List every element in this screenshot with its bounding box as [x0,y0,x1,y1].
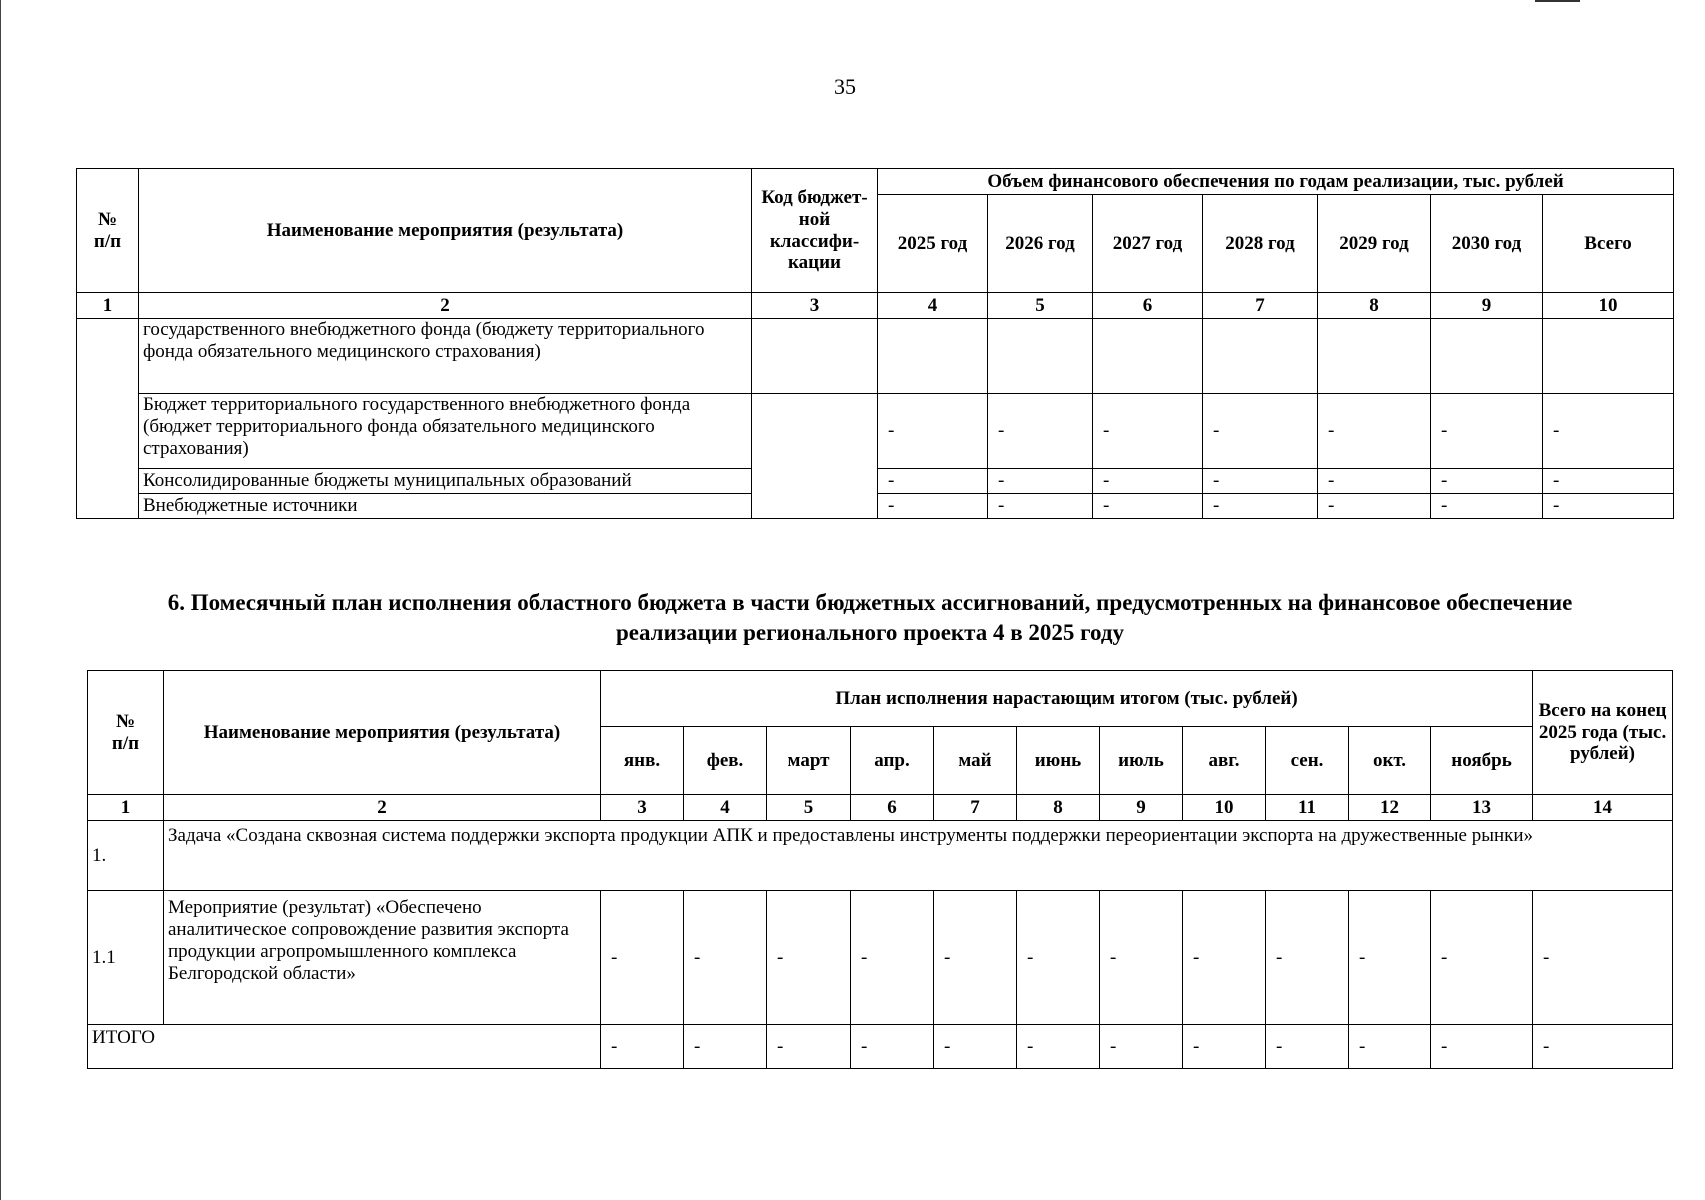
monthly-plan-table [87,670,1673,1069]
month-header: май [934,727,1017,795]
value-cell: - [1431,394,1543,469]
column-number: 13 [1431,795,1533,821]
column-number: 3 [601,795,684,821]
value-cell: - [988,469,1093,494]
column-number: 3 [752,293,878,319]
column-number: 7 [934,795,1017,821]
month-header: фев. [684,727,767,795]
year-header: 2029 год [1318,195,1431,293]
value-cell: - [1318,494,1431,519]
value-cell: - [878,469,988,494]
value-cell: - [1349,891,1431,1025]
scan-mark [1535,0,1580,2]
column-number: 8 [1017,795,1100,821]
column-number: 2 [139,293,752,319]
year-header: 2026 год [988,195,1093,293]
heading-line-2: реализации регионального проекта 4 в 2025 году [615,619,1125,645]
column-number: 12 [1349,795,1431,821]
scan-edge [0,0,1,1200]
header-volume: Объем финансового обеспечения по годам реализации, тыс. рублей [878,169,1674,195]
header-plan: План исполнения нарастающим итогом (тыс. рублей) [601,671,1533,727]
column-number: 9 [1431,293,1543,319]
column-number: 7 [1203,293,1318,319]
column-number: 5 [988,293,1093,319]
year-header: 2028 год [1203,195,1318,293]
column-number: 6 [1093,293,1203,319]
task-num: 1. [88,821,164,891]
value-cell: - [988,494,1093,519]
value-cell: - [878,394,988,469]
column-number: 14 [1533,795,1673,821]
num-cell [77,319,139,519]
month-header: апр. [851,727,934,795]
month-header: июнь [1017,727,1100,795]
table-row [77,394,1674,469]
total-label: ИТОГО [88,1025,601,1069]
value-cell: - [1533,1025,1673,1069]
value-cell: - [767,891,851,1025]
year-header: Всего [1543,195,1674,293]
header-name: Наименование мероприятия (результата) [164,671,601,795]
value-cell: - [601,1025,684,1069]
value-cell: - [1203,394,1318,469]
value-cell: - [1543,394,1674,469]
column-number: 9 [1100,795,1183,821]
activity-text: Мероприятие (результат) «Обеспечено аналитическое сопровождение развития экспорта продукции агропромышленного комплекса Белгородской области» [164,891,601,1025]
month-header: авг. [1183,727,1266,795]
value-cell: - [1431,494,1543,519]
financing-table [76,168,1674,519]
column-number: 4 [878,293,988,319]
column-number: 2 [164,795,601,821]
year-header: 2030 год [1431,195,1543,293]
total-row [88,1025,1673,1069]
value-cell: - [1431,469,1543,494]
value-cell: - [1266,1025,1349,1069]
value-cell: - [851,1025,934,1069]
header-total: Всего на конец 2025 года (тыс. рублей) [1533,671,1673,795]
column-number: 1 [88,795,164,821]
value-cell: - [684,1025,767,1069]
section-6-heading [70,588,1670,648]
value-cell: - [1183,1025,1266,1069]
value-cell: - [1349,1025,1431,1069]
year-header: 2025 год [878,195,988,293]
value-cell: - [1543,494,1674,519]
value-cell: - [934,1025,1017,1069]
column-number: 10 [1183,795,1266,821]
value-cell: - [1093,394,1203,469]
value-cell: - [1318,394,1431,469]
month-header: март [767,727,851,795]
value-cell: - [1431,891,1533,1025]
column-number: 1 [77,293,139,319]
column-number: 11 [1266,795,1349,821]
value-cell: - [878,494,988,519]
page-number: 35 [834,74,856,99]
value-cell: - [1100,891,1183,1025]
value-cell: - [988,394,1093,469]
task-text: Задача «Создана сквозная система поддержки экспорта продукции АПК и предоставлены инструменты поддержки переориентации экспорта на дружественные рынки» [164,821,1673,891]
value-cell: - [1093,494,1203,519]
heading-line-1: 6. Помесячный план исполнения областного бюджета в части бюджетных ассигнований, предусмотренных на финансовое обеспечение [167,590,1573,615]
table-row [77,319,1674,394]
value-cell: - [1183,891,1266,1025]
task-row [88,821,1673,891]
column-number: 4 [684,795,767,821]
value-cell: - [1543,469,1674,494]
year-header: 2027 год [1093,195,1203,293]
value-cell: - [1093,469,1203,494]
value-cell: - [1318,469,1431,494]
code-cell [752,394,878,519]
value-cell: - [601,891,684,1025]
month-header: ноябрь [1431,727,1533,795]
activity-num: 1.1 [88,891,164,1025]
month-header: окт. [1349,727,1431,795]
month-header: янв. [601,727,684,795]
value-cell: - [1203,494,1318,519]
column-number: 8 [1318,293,1431,319]
column-number: 10 [1543,293,1674,319]
code-cell [752,319,878,394]
header-num: № п/п [77,169,139,293]
value-cell: - [767,1025,851,1069]
value-cell: - [934,891,1017,1025]
header-name: Наименование мероприятия (результата) [139,169,752,293]
value-cell: - [684,891,767,1025]
column-number: 5 [767,795,851,821]
row-name: Консолидированные бюджеты муниципальных образований [139,469,752,494]
row-name: государственного внебюджетного фонда (бюджету территориального фонда обязательного медицинского страхования) [139,319,752,394]
value-cell: - [1017,1025,1100,1069]
row-name: Бюджет территориального государственного внебюджетного фонда (бюджет территориального фонда обязательного медицинского страхования) [139,394,752,469]
header-num: № п/п [88,671,164,795]
activity-row [88,891,1673,1025]
header-code: Код бюджет-ной классифи-кации [752,169,878,293]
column-number: 6 [851,795,934,821]
value-cell: - [1203,469,1318,494]
value-cell: - [1017,891,1100,1025]
month-header: сен. [1266,727,1349,795]
value-cell: - [1100,1025,1183,1069]
value-cell: - [1533,891,1673,1025]
month-header: июль [1100,727,1183,795]
row-name: Внебюджетные источники [139,494,752,519]
value-cell: - [1431,1025,1533,1069]
value-cell: - [851,891,934,1025]
value-cell: - [1266,891,1349,1025]
